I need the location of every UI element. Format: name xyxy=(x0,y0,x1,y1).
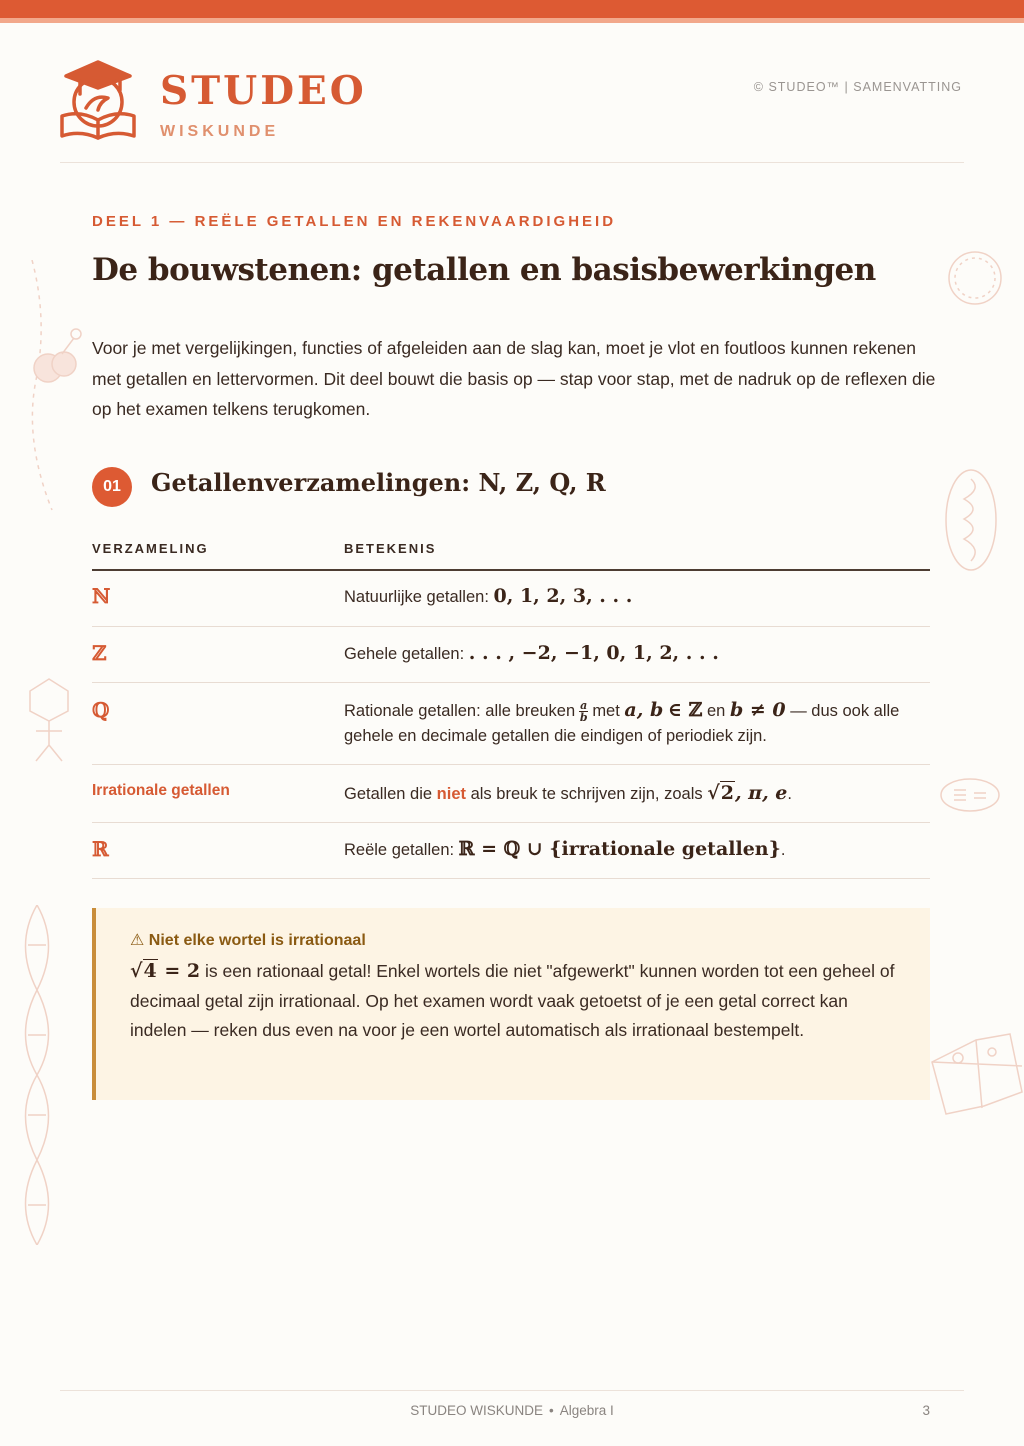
page-title: De bouwstenen: getallen en basisbewerkingen xyxy=(92,252,876,288)
header-copyright: © STUDEO™ | SAMENVATTING xyxy=(753,80,962,94)
footer-divider xyxy=(60,1390,964,1391)
table-row-set-naturals: ℕ xyxy=(92,584,111,608)
table-row-meaning-naturals: Natuurlijke getallen: 0, 1, 2, 3, . . . xyxy=(344,585,633,607)
top-accent-bar-light xyxy=(0,18,1024,23)
table-row-set-rationals: ℚ xyxy=(92,698,110,722)
table-row-divider xyxy=(92,626,930,627)
decorative-doodle-left xyxy=(18,260,88,520)
footer-label: STUDEO WISKUNDE • Algebra I xyxy=(410,1403,614,1418)
table-row-meaning-irrationals: Getallen die niet als breuk te schrijven zijn, zoals √2, π, e. xyxy=(344,782,792,804)
callout-title: ⚠ Niet elke wortel is irrationaal xyxy=(130,932,366,949)
header-divider xyxy=(60,162,964,163)
callout-body: √4 = 2 is een rationaal getal! Enkel wortels die niet "afgewerkt" kunnen worden tot een geheel of decimaal getal zijn irrationaal. Op het examen wordt vaak getoetst of je een getal correct kan indelen — reken dus even na voor je een wortel automatisch als irrationaal bestempelt. xyxy=(130,960,895,1040)
brand-subtitle: WISKUNDE xyxy=(160,123,280,140)
top-accent-bar xyxy=(0,0,1024,18)
decorative-polygon-right xyxy=(926,1022,1024,1122)
page-number: 3 xyxy=(922,1403,930,1418)
decorative-helix-left xyxy=(12,905,62,1245)
table-row-set-integers: ℤ xyxy=(92,641,107,665)
decorative-pill-right xyxy=(938,775,1002,815)
fraction-a-over-b: $\frac{a}{b}$ xyxy=(579,699,588,725)
table-row-divider xyxy=(92,822,930,823)
brand-name: STUDEO xyxy=(160,68,367,114)
table-header-divider xyxy=(92,569,930,571)
section-number-badge: 01 xyxy=(92,467,132,507)
table-row-set-irrationals: Irrationale getallen xyxy=(92,782,230,799)
table-row-divider xyxy=(92,878,930,879)
table-row-meaning-integers: Gehele getallen: . . . , −2, −1, 0, 1, 2, . . . xyxy=(344,642,719,664)
decorative-circle-right xyxy=(945,248,1005,308)
table-row-set-reals: ℝ xyxy=(92,837,109,861)
decorative-cell-right xyxy=(942,465,1000,575)
table-header-set: VERZAMELING xyxy=(92,541,209,556)
sqrt-4: √4 xyxy=(130,960,157,982)
table-row-divider xyxy=(92,764,930,765)
part-eyebrow: DEEL 1 — REËLE GETALLEN EN REKENVAARDIGHEID xyxy=(92,213,617,230)
graduation-cap-logo-icon xyxy=(58,58,138,142)
intro-paragraph: Voor je met vergelijkingen, functies of afgeleiden aan de slag kan, moet je vlot en foutloos kunnen rekenen met getallen en lettervormen. Dit deel bouwt die basis op — stap voor stap, met de nadruk op de reflexen die op het examen telkens terugkomen. xyxy=(92,338,936,419)
table-row-divider xyxy=(92,682,930,683)
section-title: Getallenverzamelingen: N, Z, Q, R xyxy=(151,468,606,497)
table-row-meaning-reals: Reële getallen: ℝ = ℚ ∪ {irrationale getallen}. xyxy=(344,838,786,860)
sqrt-2: √2 xyxy=(707,782,734,804)
decorative-figure-left xyxy=(24,675,74,765)
warning-callout xyxy=(92,908,930,1100)
table-header-meaning: BETEKENIS xyxy=(344,541,437,556)
table-row-meaning-rationals: Rationale getallen: alle breuken $\frac{a}{b}$ met a, b ∈ ℤ en b ≠ 0 — dus ook alle gehele en decimale getallen die eindigen of periodiek zijn. xyxy=(344,699,900,745)
